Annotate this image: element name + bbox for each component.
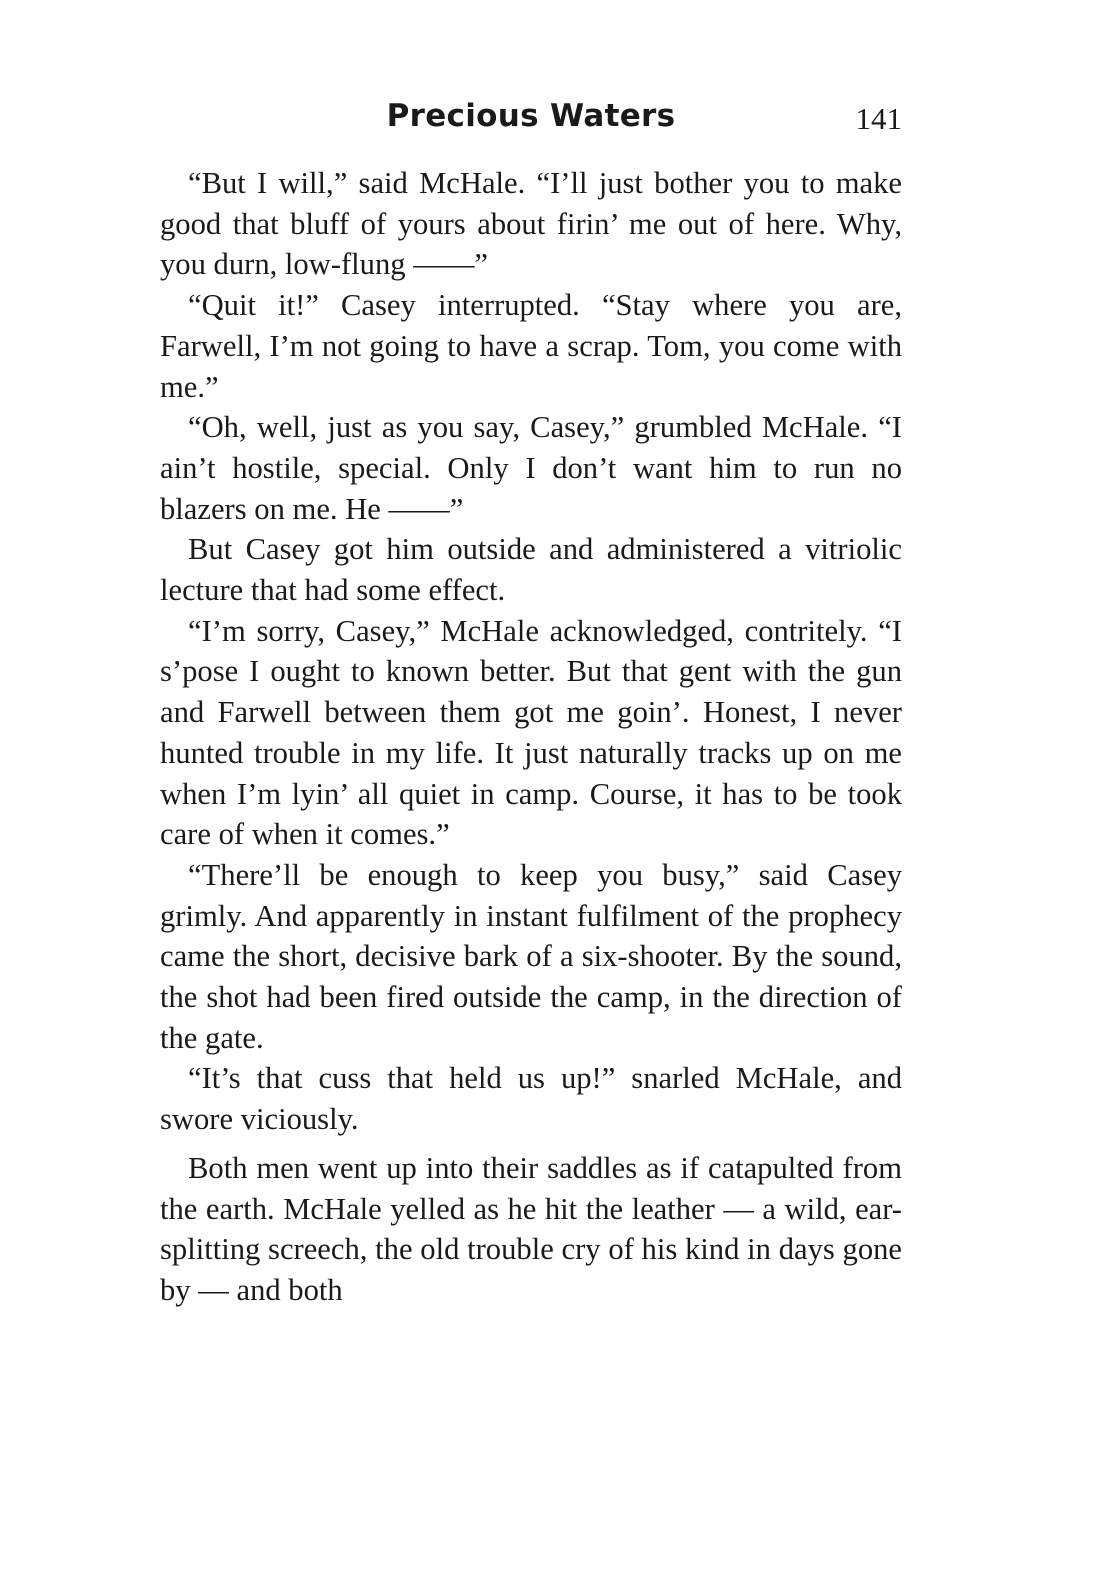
paragraph: But Casey got him outside and administered a vitriolic lecture that had some effect. bbox=[160, 532, 902, 608]
paragraph: “There’ll be enough to keep you busy,” said Casey grimly. And apparently in instant fulfilment of the prophecy came the short, decisive bark of a six-shooter. By the sound, the shot had been fired outside the camp, in the direction of the gate. bbox=[160, 857, 902, 1055]
body-text bbox=[160, 163, 902, 1311]
paragraph: “I’m sorry, Casey,” McHale acknowledged, contritely. “I s’pose I ought to known better. But that gent with the gun and Farwell between them got me goin’. Honest, I never hunted trouble in my life. It just naturally tracks up on me when I’m lyin’ all quiet in camp. Course, it has to be took care of when it comes.” bbox=[160, 613, 902, 852]
running-head bbox=[160, 98, 902, 148]
paragraph: “But I will,” said McHale. “I’ll just bother you to make good that bluff of yours about firin’ me out of here. Why, you durn, low-flung ——” bbox=[160, 166, 902, 282]
paragraph: “It’s that cuss that held us up!” snarled McHale, and swore viciously. bbox=[160, 1061, 902, 1137]
paragraph: Both men went up into their saddles as if catapulted from the earth. McHale yelled as he hit the leather — a wild, ear-splitting screech, the old trouble cry of his kind in days gone by — and both bbox=[160, 1150, 902, 1307]
page-number: 141 bbox=[855, 101, 902, 136]
paragraph: “Oh, well, just as you say, Casey,” grumbled McHale. “I ain’t hostile, special. Only I don’t want him to run no blazers on me. He ——” bbox=[160, 410, 902, 526]
running-title: Precious Waters bbox=[386, 98, 676, 134]
paragraph: “Quit it!” Casey interrupted. “Stay where you are, Farwell, I’m not going to have a scrap. Tom, you come with me.” bbox=[160, 288, 902, 404]
